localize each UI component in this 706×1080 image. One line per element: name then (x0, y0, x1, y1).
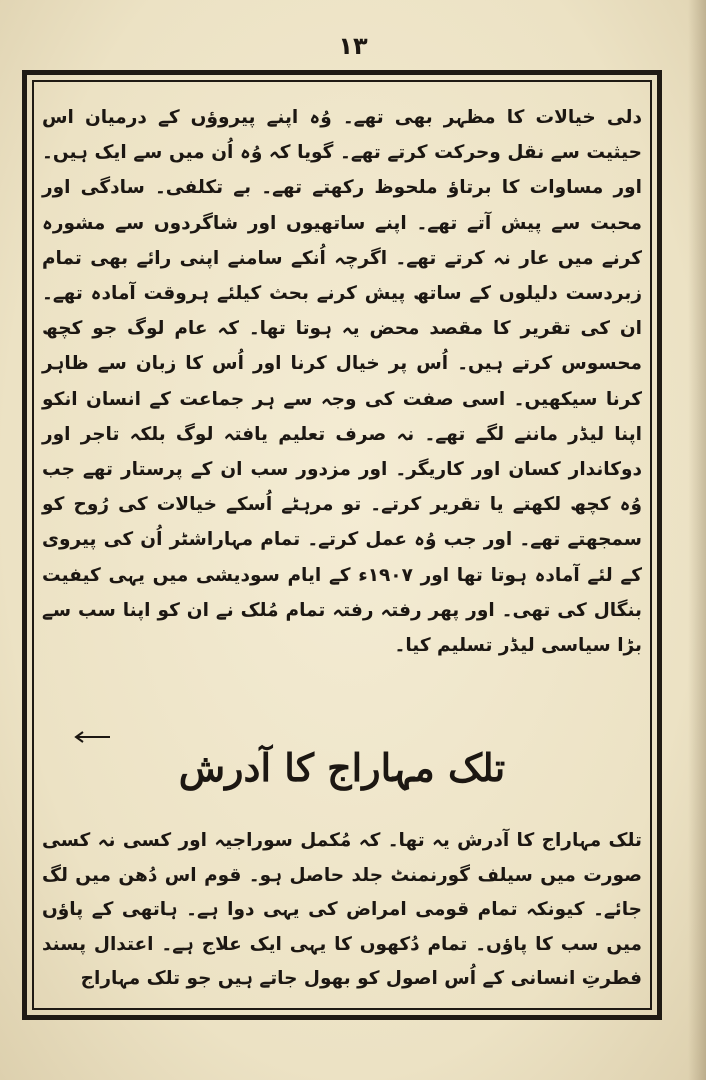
section-heading: تلک مہاراج کا آدرش (178, 745, 506, 790)
paragraph-text: دلی خیالات کا مظہر بھی تھے۔ وُہ اپنے پیروؤں کے درمیان اس حیثیت سے نقل وحرکت کرتے تھے۔ گویا کہ وُہ اُن میں سے ایک ہیں۔ اور مساوات کا برتاؤ ملحوظ رکھتے تھے۔ بے تکلفی۔ سادگی اور محبت سے پیش آتے تھے۔ اپنے ساتھیوں اور شاگردوں سے مشورہ کرنے میں عار نہ کرتے تھے۔ اگرچہ اُنکے سامنے اپنی رائے بھی تمام زبردست دلیلوں کے ساتھ پیش کرنے بحث کیلئے ہروقت آمادہ تھے۔ ان کی تقریر کا مقصد محض یہ ہوتا تھا۔ کہ عام لوگ جو کچھ محسوس کرتے ہیں۔ اُس پر خیال کرنا اور اُس کا زبان سے ظاہر کرنا سیکھیں۔ اسی صفت کی وجہ سے ہر جماعت کے انسان انکو اپنا لیڈر ماننے لگے تھے۔ نہ صرف تعلیم یافتہ لوگ بلکہ تاجر اور دوکاندار کسان اور کاریگر۔ اور مزدور سب ان کے پرستار تھے جب وُہ کچھ لکھتے یا تقریر کرتے۔ تو مرہٹے اُسکے خیالات کی رُوح کو سمجھتے تھے۔ اور جب وُہ عمل کرتے۔ تمام مہاراشٹر اُن کی پیروی کے لئے آمادہ ہوتا تھا اور ۱۹۰۷ء کے ایام سودیشی میں یہی کیفیت بنگال کی تھی۔ اور پھر رفتہ رفتہ تمام مُلک نے ان کو اپنا سب سے بڑا سیاسی لیڈر تسلیم کیا۔ (42, 107, 642, 657)
body-paragraph-2 (42, 824, 642, 997)
paragraph-text: تلک مہاراج کا آدرش یہ تھا۔ کہ مُکمل سوراجیہ اور کسی نہ کسی صورت میں سیلف گورنمنٹ جلد حاصل ہو۔ قوم اس دُھن میں لگ جائے۔ کیونکہ تمام قومی امراض کی یہی دوا ہے۔ ہاتھی کے پاؤں میں سب کا پاؤں۔ تمام دُکھوں کا یہی ایک علاج ہے۔ اعتدال پسند فطرتِ انسانی کے اُس اصول کو بھول جاتے ہیں جو تلک مہاراج (42, 830, 642, 989)
page-edge-shadow (688, 0, 706, 1080)
page-number: ۱۳ (338, 32, 368, 60)
body-paragraph-1 (42, 100, 642, 663)
